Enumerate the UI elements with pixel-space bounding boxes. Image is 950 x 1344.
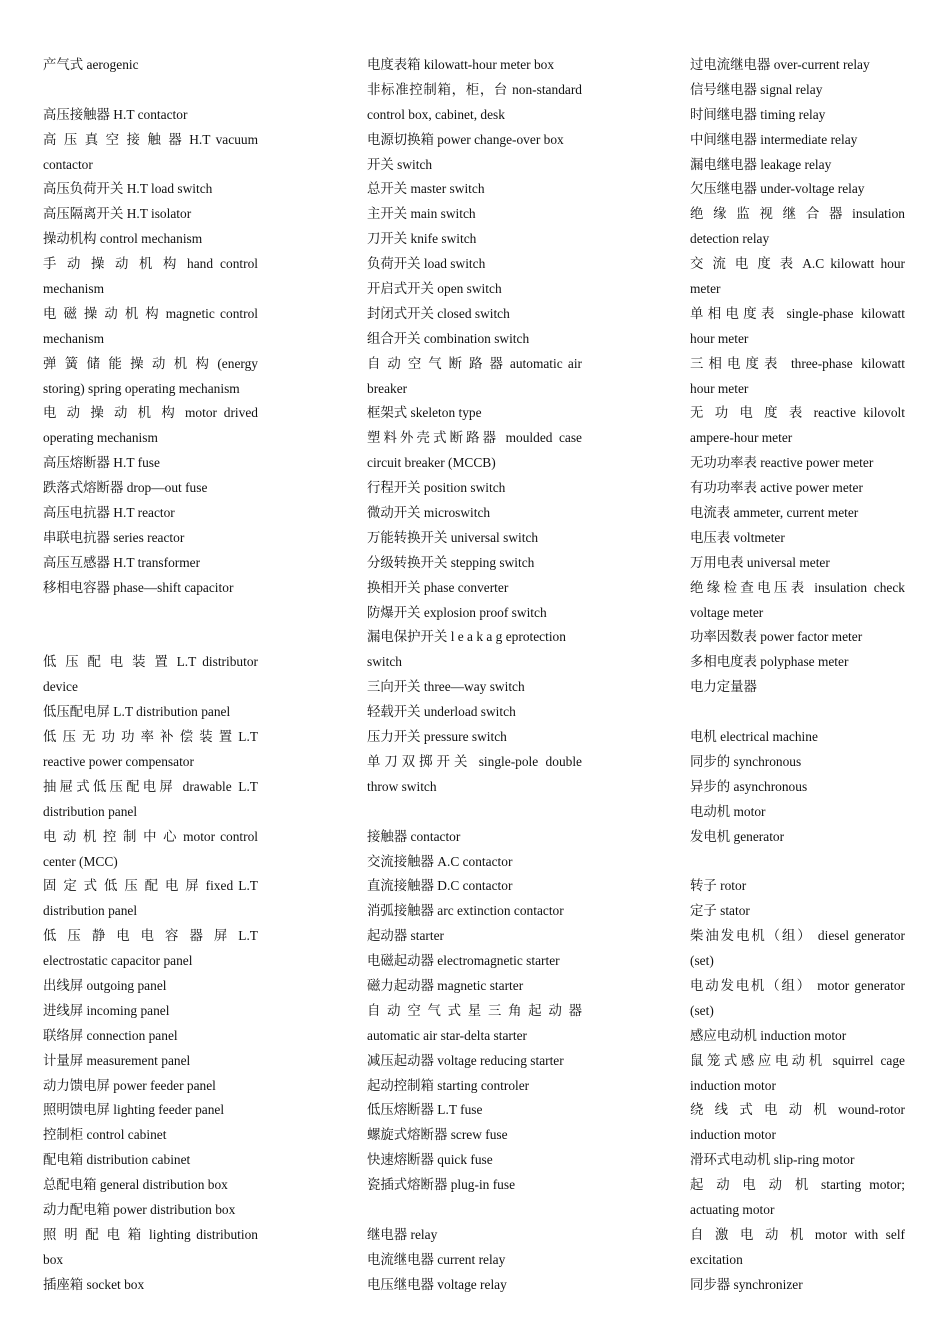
glossary-line: 串联电抗器 series reactor	[43, 529, 185, 545]
glossary-line: induction motor	[690, 1127, 776, 1143]
glossary-line: 继电器 relay	[367, 1226, 438, 1242]
glossary-line: 主开关 main switch	[367, 206, 476, 222]
glossary-line: 瓷插式熔断器 plug-in fuse	[367, 1177, 516, 1193]
glossary-line: 电动发电机（组） motor generator	[690, 977, 905, 993]
glossary-line: 插座箱 socket box	[43, 1276, 145, 1292]
glossary-line: 低压熔断器 L.T fuse	[367, 1102, 483, 1118]
blank-line	[690, 700, 905, 725]
glossary-line: 消弧接触器 arc extinction contactor	[367, 903, 564, 919]
glossary-line: device	[43, 679, 78, 695]
glossary-line: 三相电度表 three-phase kilowatt	[690, 355, 905, 371]
glossary-line: 起动控制箱 starting controler	[367, 1077, 530, 1093]
glossary-line: 轻载开关 underload switch	[367, 704, 516, 720]
glossary-line: 低 压 配 电 装 置 L.T distributor	[43, 654, 258, 670]
glossary-line: 电流继电器 current relay	[367, 1251, 506, 1267]
glossary-line: reactive power compensator	[43, 753, 194, 769]
glossary-line: 动力馈电屏 power feeder panel	[43, 1077, 216, 1093]
glossary-line: mechanism	[43, 330, 104, 346]
glossary-line: 电压表 voltmeter	[690, 529, 785, 545]
glossary-line: 固 定 式 低 压 配 电 屏 fixed L.T	[43, 878, 258, 894]
glossary-line: 抽屉式低压配电屏 drawable L.T	[43, 778, 258, 794]
glossary-line: 无功功率表 reactive power meter	[690, 455, 874, 471]
glossary-line: 低压配电屏 L.T distribution panel	[43, 704, 231, 720]
glossary-line: 移相电容器 phase—shift capacitor	[43, 579, 234, 595]
glossary-line: electrostatic capacitor panel	[43, 953, 193, 969]
blank-line	[43, 625, 258, 650]
glossary-line: hour meter	[690, 380, 749, 396]
glossary-line: 开关 switch	[367, 156, 433, 172]
glossary-line: 联络屏 connection panel	[43, 1027, 178, 1043]
glossary-line: 自 动 空 气 式 星 三 角 起 动 器	[367, 1002, 582, 1018]
glossary-line: 定子 stator	[690, 903, 750, 919]
blank-line	[690, 850, 905, 875]
glossary-line: 刀开关 knife switch	[367, 231, 477, 247]
glossary-line: 照明馈电屏 lighting feeder panel	[43, 1102, 225, 1118]
glossary-line: 高压熔断器 H.T fuse	[43, 455, 160, 471]
glossary-line: box	[43, 1251, 64, 1267]
glossary-line: 绕 线 式 电 动 机 wound-rotor	[690, 1102, 905, 1118]
glossary-line: 产气式 aerogenic	[43, 57, 139, 72]
glossary-line: 同步器 synchronizer	[690, 1276, 803, 1292]
glossary-line: 交 流 电 度 表 A.C kilowatt hour	[690, 256, 905, 272]
glossary-line: voltage meter	[690, 604, 764, 620]
glossary-line: 电磁起动器 electromagnetic starter	[367, 953, 560, 969]
glossary-line: 漏电保护开关 l e a k a g eprotection	[367, 629, 566, 645]
glossary-line: 过电流继电器 over-current relay	[690, 57, 870, 72]
glossary-line: distribution panel	[43, 803, 138, 819]
glossary-line: distribution panel	[43, 903, 138, 919]
glossary-line: 弹 簧 储 能 操 动 机 构 (energy	[43, 355, 258, 371]
glossary-line: 进线屏 incoming panel	[43, 1002, 170, 1018]
glossary-line: 万用电表 universal meter	[690, 554, 830, 570]
glossary-line: 绝缘检查电压表 insulation check	[690, 579, 905, 595]
glossary-line: 出线屏 outgoing panel	[43, 977, 167, 993]
glossary-line: center (MCC)	[43, 853, 118, 869]
glossary-line: 有功功率表 active power meter	[690, 480, 863, 496]
glossary-line: 绝 缘 监 视 继 合 器 insulation	[690, 206, 905, 222]
glossary-line: 换相开关 phase converter	[367, 579, 509, 595]
glossary-line: operating mechanism	[43, 430, 158, 446]
glossary-line: 总配电箱 general distribution box	[43, 1177, 228, 1193]
glossary-line: 接触器 contactor	[367, 828, 461, 844]
glossary-column-3	[690, 53, 905, 1298]
glossary-line: 中间继电器 intermediate relay	[690, 131, 858, 147]
glossary-line: 快速熔断器 quick fuse	[367, 1152, 493, 1168]
glossary-column-2	[367, 53, 582, 1298]
glossary-line: 欠压继电器 under-voltage relay	[690, 181, 865, 197]
glossary-line: 高 压 真 空 接 触 器 H.T vacuum	[43, 131, 258, 147]
glossary-line: 电 磁 操 动 机 构 magnetic control	[43, 305, 258, 321]
glossary-line: 直流接触器 D.C contactor	[367, 878, 513, 894]
glossary-line: 功率因数表 power factor meter	[690, 629, 863, 645]
glossary-line: 总开关 master switch	[367, 181, 485, 197]
glossary-line: actuating motor	[690, 1201, 775, 1217]
blank-line	[367, 800, 582, 825]
glossary-line: 电源切换箱 power change-over box	[367, 131, 564, 147]
glossary-line: 控制柜 control cabinet	[43, 1127, 167, 1143]
glossary-line: 封闭式开关 closed switch	[367, 305, 510, 321]
glossary-line: 微动开关 microswitch	[367, 505, 491, 521]
glossary-line: 磁力起动器 magnetic starter	[367, 977, 524, 993]
glossary-line: 高压电抗器 H.T reactor	[43, 505, 175, 521]
glossary-line: 配电箱 distribution cabinet	[43, 1152, 191, 1168]
glossary-line: 多相电度表 polyphase meter	[690, 654, 849, 670]
glossary-line: 高压隔离开关 H.T isolator	[43, 206, 192, 222]
glossary-line: 异步的 asynchronous	[690, 778, 808, 794]
glossary-line: mechanism	[43, 281, 104, 297]
glossary-column-1	[43, 53, 258, 1298]
glossary-line: 万能转换开关 universal switch	[367, 529, 539, 545]
glossary-line: 转子 rotor	[690, 878, 747, 894]
glossary-line: control box, cabinet, desk	[367, 106, 505, 122]
glossary-line: 电流表 ammeter, current meter	[690, 505, 859, 521]
glossary-line: 分级转换开关 stepping switch	[367, 554, 535, 570]
glossary-line: 感应电动机 induction motor	[690, 1027, 847, 1043]
glossary-line: 自 激 电 动 机 motor with self	[690, 1226, 905, 1242]
glossary-line: 行程开关 position switch	[367, 480, 506, 496]
glossary-line: hour meter	[690, 330, 749, 346]
glossary-line: 防爆开关 explosion proof switch	[367, 604, 547, 620]
glossary-line: 计量屏 measurement panel	[43, 1052, 191, 1068]
glossary-line: 自 动 空 气 断 路 器 automatic air	[367, 355, 582, 371]
glossary-line: 起 动 电 动 机 starting motor;	[690, 1177, 905, 1193]
glossary-line: throw switch	[367, 778, 437, 794]
glossary-line: 无 功 电 度 表 reactive kilovolt	[690, 405, 905, 421]
glossary-line: storing) spring operating mechanism	[43, 380, 240, 396]
glossary-line: 组合开关 combination switch	[367, 330, 530, 346]
glossary-line: 滑环式电动机 slip-ring motor	[690, 1152, 855, 1168]
glossary-line: 开启式开关 open switch	[367, 281, 502, 297]
glossary-line: excitation	[690, 1251, 743, 1267]
glossary-line: breaker	[367, 380, 408, 396]
glossary-line: 照 明 配 电 箱 lighting distribution	[43, 1226, 258, 1242]
glossary-line: 高压负荷开关 H.T load switch	[43, 181, 213, 197]
blank-line	[43, 78, 258, 103]
glossary-line: 低 压 静 电 电 容 器 屏 L.T	[43, 928, 258, 944]
blank-line	[43, 601, 258, 626]
glossary-line: 起动器 starter	[367, 928, 444, 944]
glossary-line: 信号继电器 signal relay	[690, 81, 823, 97]
glossary-line: 时间继电器 timing relay	[690, 106, 826, 122]
glossary-line: 单刀双掷开关 single-pole double	[367, 753, 582, 769]
glossary-line: 低 压 无 功 功 率 补 偿 装 置 L.T	[43, 729, 258, 745]
glossary-line: detection relay	[690, 231, 770, 247]
glossary-line: contactor	[43, 156, 93, 172]
glossary-line: 动力配电箱 power distribution box	[43, 1201, 236, 1217]
glossary-line: 高压互感器 H.T transformer	[43, 554, 201, 570]
glossary-line: circuit breaker (MCCB)	[367, 455, 496, 471]
glossary-line: 三向开关 three—way switch	[367, 679, 525, 695]
glossary-line: 跌落式熔断器 drop—out fuse	[43, 480, 208, 496]
glossary-line: 负荷开关 load switch	[367, 256, 486, 272]
glossary-line: 漏电继电器 leakage relay	[690, 156, 832, 172]
glossary-line: 电压继电器 voltage relay	[367, 1276, 507, 1292]
glossary-line: 单相电度表 single-phase kilowatt	[690, 305, 905, 321]
glossary-line: 电动机 motor	[690, 803, 766, 819]
glossary-line: 框架式 skeleton type	[367, 405, 482, 421]
glossary-line: (set)	[690, 953, 714, 969]
glossary-line: automatic air star-delta starter	[367, 1027, 527, 1043]
glossary-line: 手 动 操 动 机 构 hand control	[43, 256, 258, 272]
glossary-line: meter	[690, 281, 721, 297]
glossary-line: 柴油发电机（组） diesel generator	[690, 928, 905, 944]
glossary-line: 同步的 synchronous	[690, 753, 802, 769]
glossary-line: 减压起动器 voltage reducing starter	[367, 1052, 564, 1068]
glossary-line: 电度表箱 kilowatt-hour meter box	[367, 57, 555, 72]
glossary-line: 电力定量器	[690, 679, 757, 695]
glossary-line: switch	[367, 654, 402, 670]
blank-line	[367, 1198, 582, 1223]
glossary-line: (set)	[690, 1002, 714, 1018]
glossary-line: 电 动 操 动 机 构 motor drived	[43, 405, 258, 421]
glossary-line: ampere-hour meter	[690, 430, 793, 446]
glossary-line: 交流接触器 A.C contactor	[367, 853, 513, 869]
glossary-line: induction motor	[690, 1077, 776, 1093]
glossary-line: 电机 electrical machine	[690, 729, 818, 745]
glossary-line: 高压接触器 H.T contactor	[43, 106, 188, 122]
glossary-line: 螺旋式熔断器 screw fuse	[367, 1127, 508, 1143]
glossary-line: 压力开关 pressure switch	[367, 729, 507, 745]
glossary-line: 塑料外壳式断路器 moulded case	[367, 430, 582, 446]
glossary-line: 鼠笼式感应电动机 squirrel cage	[690, 1052, 905, 1068]
glossary-line: 操动机构 control mechanism	[43, 231, 203, 247]
glossary-line: 电 动 机 控 制 中 心 motor control	[43, 828, 258, 844]
glossary-line: 发电机 generator	[690, 828, 785, 844]
glossary-line: 非标准控制箱，柜，台 non-standard	[367, 81, 582, 97]
